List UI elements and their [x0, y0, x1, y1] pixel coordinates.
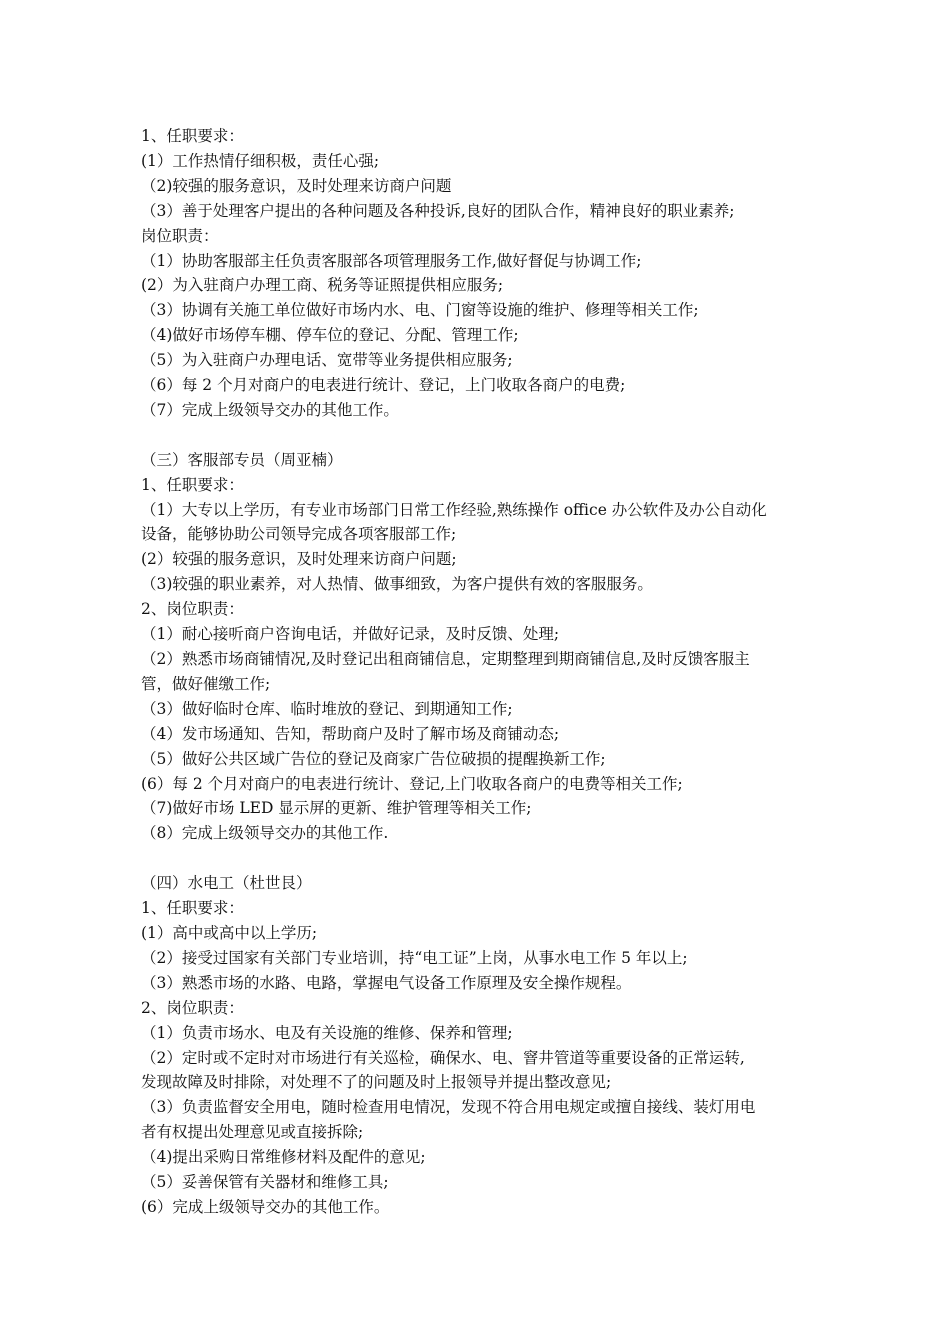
section-heading: 岗位职责：: [141, 226, 219, 245]
text-line: （1）大专以上学历，有专业市场部门日常工作经验,熟练操作 office 办公软件及办公自动化: [141, 500, 767, 519]
section-heading: 1、任职要求：: [141, 475, 244, 494]
text-line: （2）熟悉市场商铺情况,及时登记出租商铺信息，定期整理到期商铺信息,及时反馈客服主: [141, 650, 750, 669]
text-line: (6）每 2 个月对商户的电表进行统计、登记,上门收取各商户的电费等相关工作;: [141, 774, 683, 793]
text-line: （1）协助客服部主任负责客服部各项管理服务工作,做好督促与协调工作;: [141, 251, 642, 270]
text-line: （3）做好临时仓库、临时堆放的登记、到期通知工作;: [141, 699, 513, 718]
text-line: （1）耐心接听商户咨询电话，并做好记录，及时反馈、处理;: [141, 625, 560, 644]
text-line: （3）协调有关施工单位做好市场内水、电、门窗等设施的维护、修理等相关工作;: [141, 301, 699, 320]
text-line: （6）每 2 个月对商户的电表进行统计、登记，上门收取各商户的电费;: [141, 376, 626, 395]
text-line: （4)做好市场停车棚、停车位的登记、分配、管理工作;: [141, 326, 519, 345]
text-line: （4）发市场通知、告知，帮助商户及时了解市场及商铺动态;: [141, 724, 560, 743]
text-line: （2）定时或不定时对市场进行有关巡检，确保水、电、窨井管道等重要设备的正常运转,: [141, 1048, 745, 1067]
text-line: (2）较强的服务意识，及时处理来访商户问题;: [141, 550, 457, 569]
section-heading: （三）客服部专员（周亚楠）: [141, 450, 343, 469]
section-heading: 2、岗位职责：: [141, 600, 244, 619]
blank-line: [141, 423, 816, 448]
text-line: 1、任职要求：: [141, 127, 244, 145]
text-line: 发现故障及时排除，对处理不了的问题及时上报领导并提出整改意见;: [141, 1073, 612, 1092]
text-line: 者有权提出处理意见或直接拆除;: [141, 1123, 364, 1142]
text-line: （4)提出采购日常维修材料及配件的意见;: [141, 1148, 426, 1167]
text-line: 管，做好催缴工作;: [141, 674, 271, 693]
text-line: （5）妥善保管有关器材和维修工具;: [141, 1173, 389, 1192]
text-line: (1）工作热情仔细积极，责任心强;: [141, 151, 380, 170]
section-heading: （四）水电工（杜世艮）: [141, 874, 312, 893]
text-line: (1）高中或高中以上学历;: [141, 923, 318, 942]
text-line: 设备，能够协助公司领导完成各项客服部工作;: [141, 525, 457, 544]
text-line: （2)较强的服务意识，及时处理来访商户问题: [141, 176, 452, 195]
section-heading: 2、岗位职责：: [141, 998, 244, 1017]
text-line: （3）熟悉市场的水路、电路，掌握电气设备工作原理及安全操作规程。: [141, 973, 632, 992]
text-line: （1）负责市场水、电及有关设施的维修、保养和管理;: [141, 1023, 513, 1042]
section-heading: 1、任职要求：: [141, 899, 244, 918]
document-body: [141, 124, 816, 1220]
text-line: （7）完成上级领导交办的其他工作。: [141, 400, 399, 419]
text-line: （8）完成上级领导交办的其他工作.: [141, 824, 389, 843]
text-line: （2）接受过国家有关部门专业培训，持“电工证”上岗，从事水电工作 5 年以上;: [141, 948, 688, 967]
text-line: （5）做好公共区域广告位的登记及商家广告位破损的提醒换新工作;: [141, 749, 606, 768]
text-line: （3）负责监督安全用电，随时检查用电情况，发现不符合用电规定或擅自接线、装灯用电: [141, 1098, 756, 1117]
blank-line: [141, 846, 816, 871]
text-line: （5）为入驻商户办理电话、宽带等业务提供相应服务;: [141, 351, 513, 370]
text-line: （7)做好市场 LED 显示屏的更新、维护管理等相关工作;: [141, 799, 532, 818]
text-line: （3）善于处理客户提出的各种问题及各种投诉,良好的团队合作，精神良好的职业素养;: [141, 201, 735, 220]
text-line: (2）为入驻商户办理工商、税务等证照提供相应服务;: [141, 276, 504, 295]
text-line: （3)较强的职业素养，对人热情、做事细致，为客户提供有效的客服服务。: [141, 575, 653, 594]
text-line: (6）完成上级领导交办的其他工作。: [141, 1197, 390, 1216]
